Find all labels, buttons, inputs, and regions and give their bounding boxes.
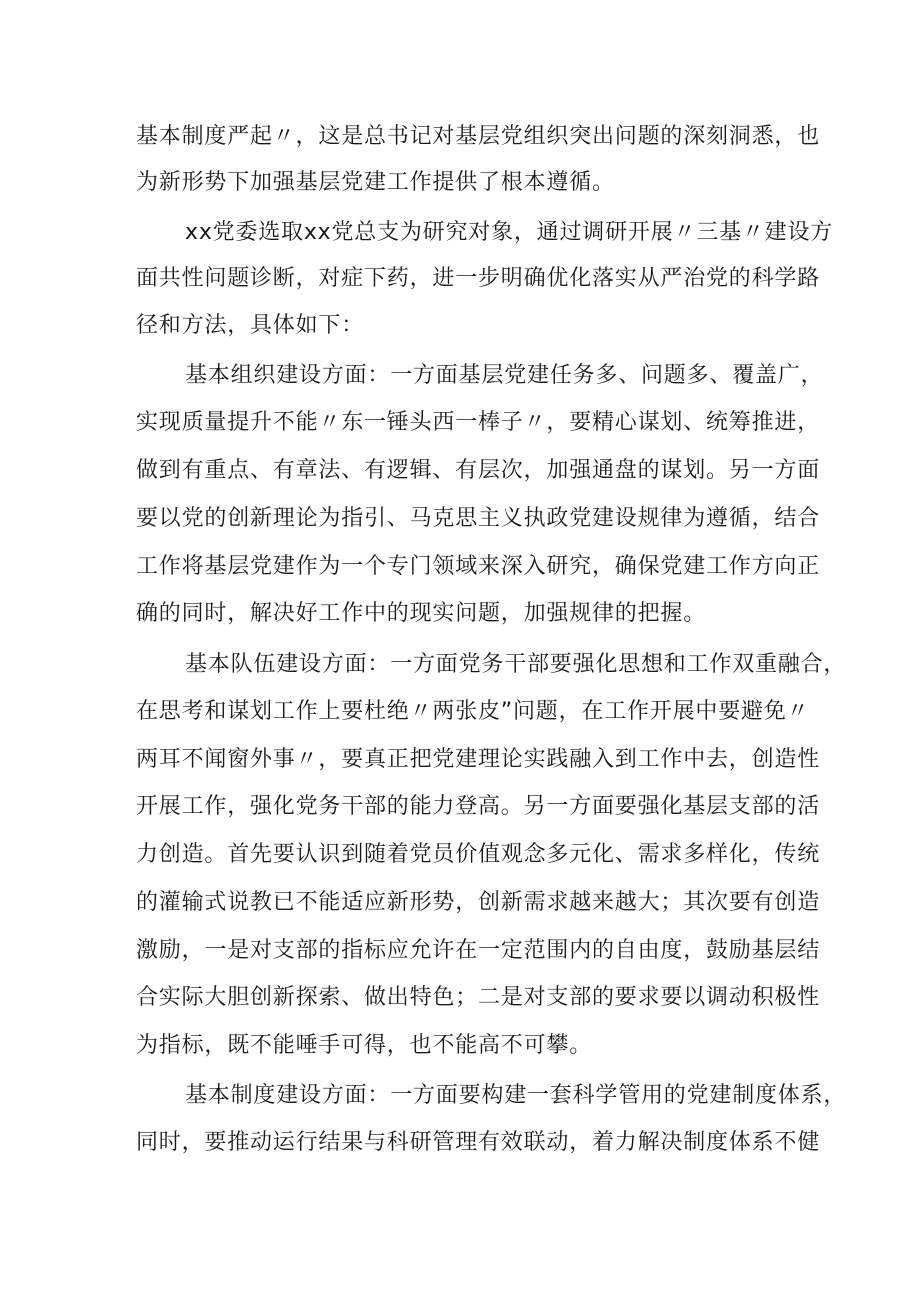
text-line-6: 基本组织建设方面：一方面基层党建任务多、问题多、覆盖广， (185, 363, 824, 388)
text-line-12: 基本队伍建设方面：一方面党务干部要强化思想和工作双重融合， (185, 652, 847, 677)
text-line-18: 激励，一是对支部的指标应允许在一定范围内的自由度，鼓励基层结 (136, 938, 821, 963)
text-line-4: 面共性问题诊断，对症下药，进一步明确优化落实从严治党的科学路 (136, 266, 821, 291)
text-line-11: 确的同时，解决好工作中的现实问题，加强规律的把握。 (136, 601, 707, 626)
text-line-20: 为指标，既不能唾手可得，也不能高不可攀。 (136, 1033, 593, 1058)
text-line-14: 两耳不闻窗外事〃，要真正把党建理论实践融入到工作中去，创造性 (136, 747, 821, 772)
text-line-19: 合实际大胆创新探索、做出特色；二是对支部的要求要以调动积极性 (136, 985, 821, 1010)
text-line-16: 力创造。首先要认识到随着党员价值观念多元化、需求多样化，传统 (136, 842, 821, 867)
text-line-7: 实现质量提升不能〃东一锤头西一棒子〃，要精心谋划、统筹推进， (136, 410, 821, 435)
text-line-13: 在思考和谋划工作上要杜绝〃两张皮”问题，在工作开展中要避免〃 (136, 699, 810, 724)
text-line-10: 工作将基层党建作为一个专门领域来深入研究，确保党建工作方向正 (136, 554, 821, 579)
text-line-15: 开展工作，强化党务干部的能力登高。另一方面要强化基层支部的活 (136, 794, 821, 819)
text-line-1: 基本制度严起〃，这是总书记对基层党组织突出问题的深刻洞悉，也 (136, 124, 821, 149)
text-line-22: 同时，要推动运行结果与科研管理有效联动，着力解决制度体系不健 (136, 1130, 821, 1155)
text-line-2: 为新形势下加强基层党建工作提供了根本遵循。 (136, 170, 615, 195)
text-line-5: 径和方法，具体如下： (136, 313, 365, 338)
text-line-8: 做到有重点、有章法、有逻辑、有层次，加强通盘的谋划。另一方面 (136, 458, 821, 483)
text-line-3: xx党委选取xx党总支为研究对象，通过调研开展〃三基〃建设方 (185, 220, 834, 245)
text-line-17: 的灌输式说教已不能适应新形势，创新需求越来越大；其次要有创造 (136, 890, 821, 915)
text-line-9: 要以党的创新理论为指引、马克思主义执政党建设规律为遵循，结合 (136, 506, 821, 531)
text-line-21: 基本制度建设方面：一方面要构建一套科学管用的党建制度体系， (185, 1083, 847, 1108)
